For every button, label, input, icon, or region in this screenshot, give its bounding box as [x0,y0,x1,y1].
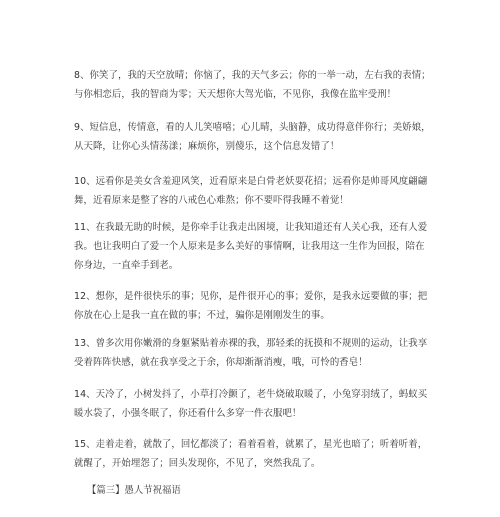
section-heading: 【篇三】愚人节祝福语 [87,485,181,496]
paragraph-8: 8、你笑了，我的天空放晴；你恼了，我的天气多云；你的一举一动，左右我的表情；与你相恋后，我的智商为零；天天想你大驾光临，不见你，我像在监牢受刑！ [74,70,431,100]
paragraph-15: 15、走着走着，就散了，回忆都淡了；看着看着，就累了，星光也暗了；听着听着，就醒了，开始埋怨了；回头发现你，不见了，突然我乱了。 [74,439,428,469]
paragraph-14: 14、天冷了，小树发抖了，小草打冷颤了，老牛烧破取暖了，小兔穿羽绒了，蚂蚁买暖水袋了，小强冬眠了，你还看什么多穿一件衣服吧！ [74,389,428,419]
paragraph-13: 13、曾多次用你嫩滑的身躯紧贴着赤裸的我，那轻柔的抚摸和不规则的运动，让我享受着阵阵快感，就在我享受之于余，你却渐渐消瘦，哦，可怜的香皂！ [74,338,428,368]
cropped-next-line [74,510,434,517]
paragraph-9: 9、短信息，传情意，看的人儿笑嘻嘻；心儿晴，头脑静，成功得意伴你行；美娇娘，从天降，让你心头情荡漾；麻烦你，别傻乐，这个信息发错了！ [74,122,431,152]
paragraph-12: 12、想你，是件很快乐的事；见你，是件很开心的事；爱你，是我永远要做的事；把你放在心上是我一直在做的事；不过，骗你是刚刚发生的事。 [74,291,428,321]
paragraph-10: 10、远看你是美女含羞迎风笑，近看原来是白骨老妖耍花招；远看你是帅哥风度翩翩舞，近看原来是整了容的八戒色心难熬；你不要吓得我睡不着觉！ [74,176,428,206]
paragraph-11: 11、在我最无助的时候，是你牵手让我走出困境，让我知道还有人关心我，还有人爱我。也让我明白了爱一个人原来是多么美好的事情啊，让我用这一生作为回报，陪在你身边，一直牵手到老。 [74,222,428,271]
